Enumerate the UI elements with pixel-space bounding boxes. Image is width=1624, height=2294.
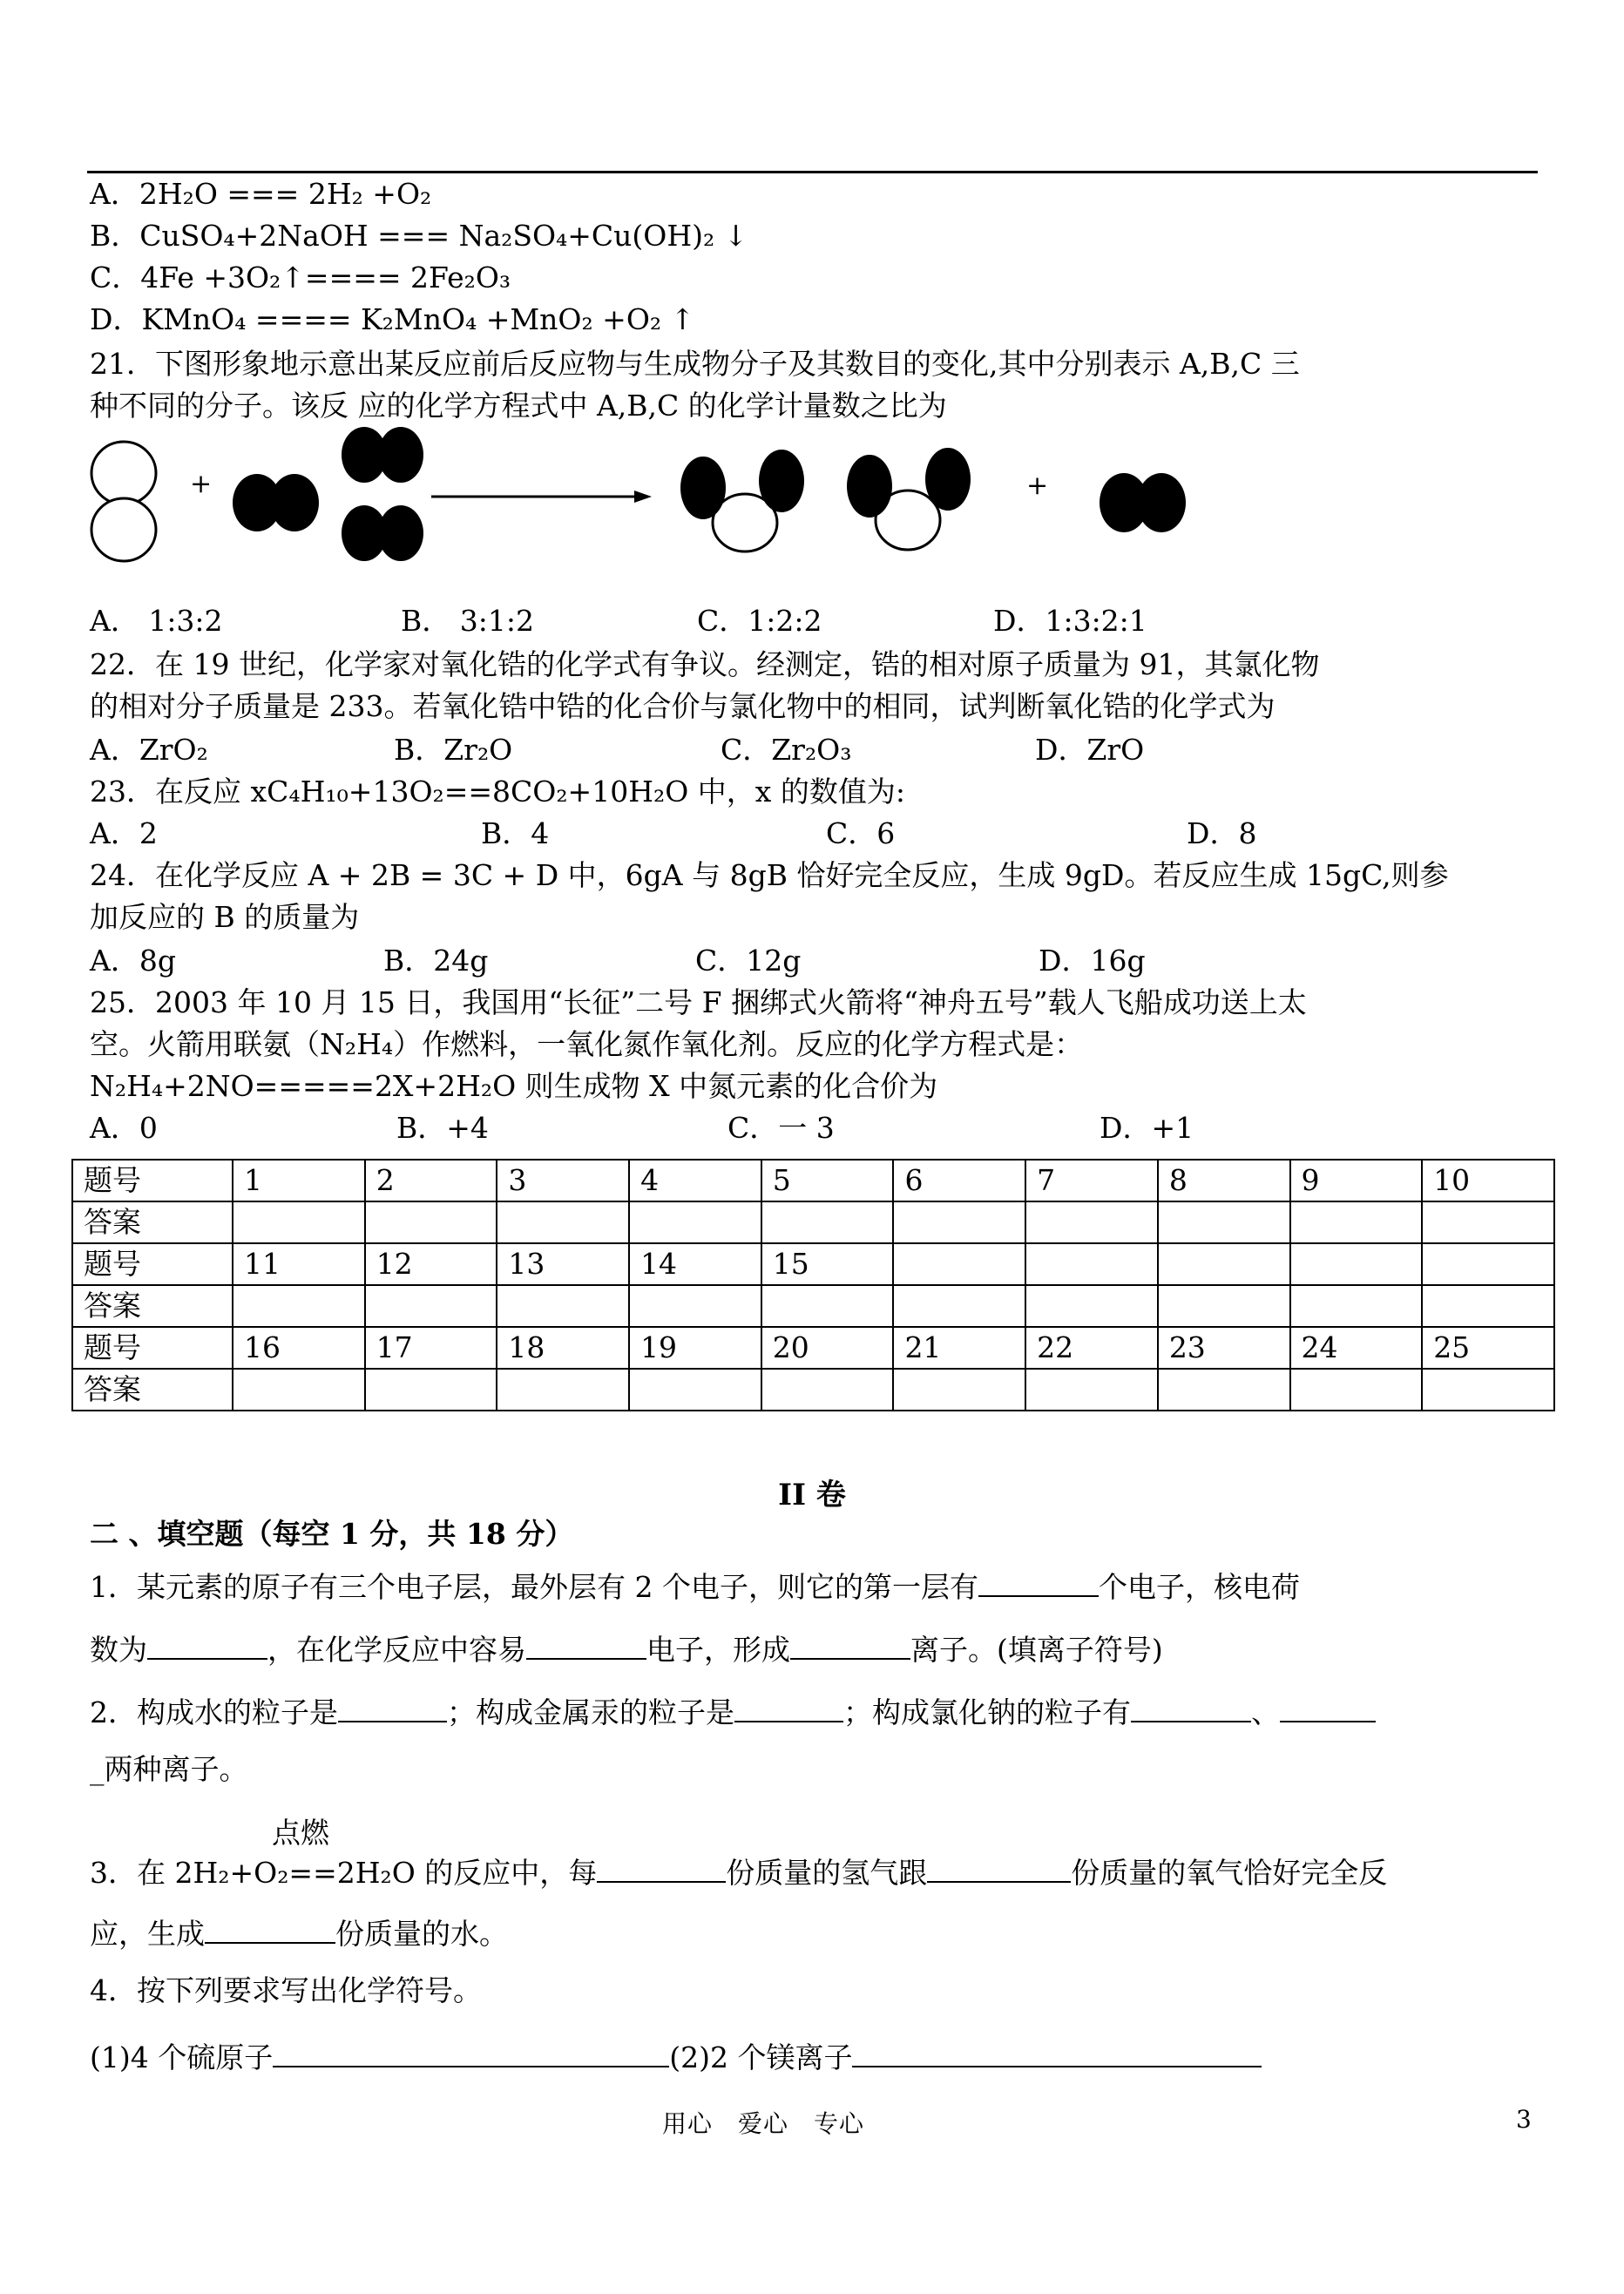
table-cell: 5 [761, 1160, 894, 1201]
answer-cell[interactable] [761, 1369, 894, 1411]
question-number-label: 题号 [72, 1160, 233, 1201]
table-cell: 8 [1158, 1160, 1290, 1201]
table-cell [1158, 1243, 1290, 1285]
molecule-c-1 [680, 450, 804, 552]
blank-field[interactable] [1280, 1691, 1376, 1722]
fill-q2-text-d: 、 [1251, 1695, 1280, 1729]
q23-option-c: C．6 [826, 816, 896, 850]
fill-q3-text-c: 份质量的氧气恰好完全反 [1071, 1856, 1388, 1890]
table-cell: 2 [365, 1160, 497, 1201]
q22-option-d: D．ZrO [1035, 733, 1145, 767]
answer-cell[interactable] [1290, 1369, 1423, 1411]
q24-option-c: C．12g [695, 944, 802, 978]
blank-field[interactable] [597, 1851, 726, 1883]
answer-cell[interactable] [233, 1369, 365, 1411]
table-cell: 13 [497, 1243, 629, 1285]
table-row [72, 1327, 1554, 1369]
fill-q1-text-f: 离子。(填离子符号) [910, 1633, 1163, 1667]
q21-text-line1: 21．下图形象地示意出某反应前后反应物与生成物分子及其数目的变化,其中分别表示 A,B,C 三 [90, 347, 1300, 381]
table-row [72, 1201, 1554, 1243]
page-number: 3 [1516, 2105, 1532, 2134]
blank-field[interactable] [273, 2036, 669, 2067]
q23-text: 23．在反应 xC₄H₁₀+13O₂==8CO₂+10H₂O 中，x 的数值为: [90, 775, 905, 809]
fill-in-heading: 二 、填空题（每空 1 分，共 18 分） [90, 1517, 574, 1551]
q24-option-b: B．24g [383, 944, 489, 978]
answer-cell[interactable] [233, 1201, 365, 1243]
answer-cell[interactable] [629, 1201, 761, 1243]
answer-label: 答案 [72, 1369, 233, 1411]
q25-option-b: B．+4 [396, 1111, 489, 1145]
answer-cell[interactable] [233, 1285, 365, 1327]
blank-field[interactable] [338, 1691, 447, 1722]
fill-q3-text-e: 份质量的水。 [335, 1917, 508, 1951]
answer-cell[interactable] [497, 1201, 629, 1243]
table-row [72, 1369, 1554, 1411]
table-cell [1422, 1243, 1554, 1285]
q22-option-b: B．Zr₂O [394, 733, 513, 767]
page-footer: 用心 爱心 专心 [662, 2109, 865, 2138]
molecule-b-leftover [1100, 473, 1186, 532]
q25-text-line3: N₂H₄+2NO=====2X+2H₂O 则生成物 X 中氮元素的化合价为 [90, 1069, 938, 1103]
blank-field[interactable] [790, 1628, 910, 1660]
answer-cell[interactable] [365, 1369, 497, 1411]
molecule-b-black-stack [342, 427, 423, 561]
fill-q1-line1 [90, 1566, 1300, 1605]
molecule-reaction-diagram [87, 427, 1307, 592]
answer-cell[interactable] [893, 1285, 1025, 1327]
answer-cell[interactable] [1158, 1369, 1290, 1411]
blank-field[interactable] [147, 1628, 267, 1660]
answer-cell[interactable] [497, 1285, 629, 1327]
fill-q4-item1: (1)4 个硫原子 [90, 2040, 274, 2074]
table-cell: 14 [629, 1243, 761, 1285]
plus-sign-1: + [190, 469, 213, 499]
table-cell: 20 [761, 1327, 894, 1369]
table-row [72, 1243, 1554, 1285]
fill-q1-line2 [90, 1628, 1163, 1668]
fill-q3-line2 [90, 1912, 508, 1952]
table-cell [1290, 1243, 1423, 1285]
q24-text-line2: 加反应的 B 的质量为 [90, 900, 360, 934]
molecule-a-white [91, 442, 156, 561]
header-rule [87, 171, 1538, 173]
answer-cell[interactable] [1025, 1285, 1158, 1327]
table-cell: 21 [893, 1327, 1025, 1369]
q20-option-b: B．CuSO₄+2NaOH === Na₂SO₄+Cu(OH)₂ ↓ [90, 219, 748, 253]
q20-option-d: D．KMnO₄ ==== K₂MnO₄ +MnO₂ +O₂ ↑ [90, 302, 695, 336]
answer-cell[interactable] [1025, 1201, 1158, 1243]
q25-option-a: A．0 [90, 1111, 158, 1145]
blank-field[interactable] [852, 2036, 1262, 2067]
answer-cell[interactable] [1025, 1369, 1158, 1411]
fill-q3-text-d: 应，生成 [90, 1917, 205, 1951]
molecule-c-2 [847, 448, 971, 550]
q24-option-a: A．8g [90, 944, 176, 978]
table-cell: 12 [365, 1243, 497, 1285]
q23-option-d: D．8 [1187, 816, 1257, 850]
fill-q1-text-a: 1．某元素的原子有三个电子层，最外层有 2 个电子，则它的第一层有 [90, 1570, 978, 1604]
fill-q1-text-c: 数为 [90, 1633, 147, 1667]
fill-q3-line1 [90, 1851, 1387, 1891]
fill-q4-text: 4．按下列要求写出化学符号。 [90, 1973, 482, 2007]
q25-text-line2: 空。火箭用联氨（N₂H₄）作燃料，一氧化氮作氧化剂。反应的化学方程式是： [90, 1027, 1084, 1061]
table-cell: 17 [365, 1327, 497, 1369]
answer-cell[interactable] [629, 1285, 761, 1327]
fill-q2-text-c: ；构成氯化钠的粒子有 [843, 1695, 1131, 1729]
blank-field[interactable] [978, 1566, 1099, 1597]
q21-option-b: B． 3:1:2 [401, 604, 534, 638]
answer-cell[interactable] [761, 1285, 894, 1327]
blank-field[interactable] [526, 1628, 646, 1660]
fill-q2-text-e: _两种离子。 [90, 1752, 248, 1786]
table-cell [893, 1243, 1025, 1285]
question-number-label: 题号 [72, 1327, 233, 1369]
table-cell: 16 [233, 1327, 365, 1369]
q23-option-a: A．2 [90, 816, 158, 850]
q20-option-c: C．4Fe +3O₂↑==== 2Fe₂O₃ [90, 261, 511, 294]
answer-cell[interactable] [1290, 1201, 1423, 1243]
answer-cell[interactable] [365, 1285, 497, 1327]
table-row [72, 1160, 1554, 1201]
fill-q3-text-b: 份质量的氢气跟 [726, 1856, 928, 1890]
table-cell: 1 [233, 1160, 365, 1201]
answer-cell[interactable] [1158, 1201, 1290, 1243]
q20-option-a: A．2H₂O === 2H₂ +O₂ [90, 177, 432, 211]
fill-q1-text-d: ，在化学反应中容易 [267, 1633, 526, 1667]
blank-field[interactable] [734, 1691, 843, 1722]
fill-q1-text-e: 电子，形成 [646, 1633, 790, 1667]
table-cell: 11 [233, 1243, 365, 1285]
answer-cell[interactable] [629, 1369, 761, 1411]
table-cell: 18 [497, 1327, 629, 1369]
answer-cell[interactable] [761, 1201, 894, 1243]
answer-cell[interactable] [365, 1201, 497, 1243]
q24-option-d: D．16g [1039, 944, 1146, 978]
plus-sign-2: + [1026, 470, 1049, 501]
answer-cell[interactable] [1158, 1285, 1290, 1327]
fill-q2-text-a: 2．构成水的粒子是 [90, 1695, 338, 1729]
fill-q1-text-b: 个电子，核电荷 [1098, 1570, 1300, 1604]
q22-option-a: A．ZrO₂ [90, 733, 208, 767]
q21-option-a: A． 1:3:2 [90, 604, 223, 638]
q25-option-c: C．一 3 [727, 1111, 835, 1145]
table-row [72, 1285, 1554, 1327]
table-cell: 25 [1422, 1327, 1554, 1369]
question-number-label: 题号 [72, 1243, 233, 1285]
table-cell: 15 [761, 1243, 894, 1285]
fill-q4-item2: (2)2 个镁离子 [669, 2040, 853, 2074]
answer-cell[interactable] [497, 1369, 629, 1411]
table-cell: 24 [1290, 1327, 1423, 1369]
answer-cell[interactable] [893, 1201, 1025, 1243]
q21-text-line2: 种不同的分子。该反 应的化学方程式中 A,B,C 的化学计量数之比为 [90, 389, 947, 423]
q23-option-b: B．4 [481, 816, 550, 850]
ignite-condition: 点燃 [272, 1816, 329, 1850]
table-cell: 19 [629, 1327, 761, 1369]
blank-field[interactable] [1131, 1691, 1251, 1722]
table-cell: 23 [1158, 1327, 1290, 1369]
q25-text-line1: 25．2003 年 10 月 15 日，我国用“长征”二号 F 捆绑式火箭将“神舟五号”载人飞船成功送上太 [90, 985, 1307, 1019]
q25-option-d: D．+1 [1100, 1111, 1194, 1145]
answer-cell[interactable] [893, 1369, 1025, 1411]
answer-cell[interactable] [1422, 1201, 1554, 1243]
table-cell: 3 [497, 1160, 629, 1201]
fill-q3-text-a: 3．在 2H₂+O₂==2H₂O 的反应中，每 [90, 1856, 598, 1890]
blank-field[interactable] [205, 1912, 335, 1944]
reaction-arrow [431, 491, 652, 503]
table-cell: 6 [893, 1160, 1025, 1201]
answer-label: 答案 [72, 1201, 233, 1243]
fill-q2-text-b: ；构成金属汞的粒子是 [447, 1695, 734, 1729]
q24-text-line1: 24．在化学反应 A + 2B = 3C + D 中，6gA 与 8gB 恰好完全反应，生成 9gD。若反应生成 15gC,则参 [90, 858, 1449, 892]
q22-text-line2: 的相对分子质量是 233。若氧化锆中锆的化合价与氯化物中的相同，试判断氧化锆的化学式为 [90, 689, 1276, 723]
answer-cell[interactable] [1422, 1285, 1554, 1327]
table-cell: 4 [629, 1160, 761, 1201]
molecule-b-black [233, 474, 319, 531]
answer-cell[interactable] [1290, 1285, 1423, 1327]
q22-text-line1: 22．在 19 世纪，化学家对氧化锆的化学式有争议。经测定，锆的相对原子质量为 91，其氯化物 [90, 647, 1320, 681]
answer-table [71, 1159, 1555, 1411]
table-cell: 9 [1290, 1160, 1423, 1201]
blank-field[interactable] [927, 1851, 1071, 1883]
table-cell: 10 [1422, 1160, 1554, 1201]
q21-option-c: C．1:2:2 [697, 604, 822, 638]
q22-option-c: C．Zr₂O₃ [721, 733, 852, 767]
table-cell: 22 [1025, 1327, 1158, 1369]
table-cell [1025, 1243, 1158, 1285]
fill-q2-line1 [90, 1691, 1376, 1730]
fill-q4-line [90, 2036, 1262, 2075]
table-cell: 7 [1025, 1160, 1158, 1201]
answer-cell[interactable] [1422, 1369, 1554, 1411]
section-title: II 卷 [778, 1478, 846, 1512]
q21-option-d: D．1:3:2:1 [993, 604, 1147, 638]
answer-label: 答案 [72, 1285, 233, 1327]
